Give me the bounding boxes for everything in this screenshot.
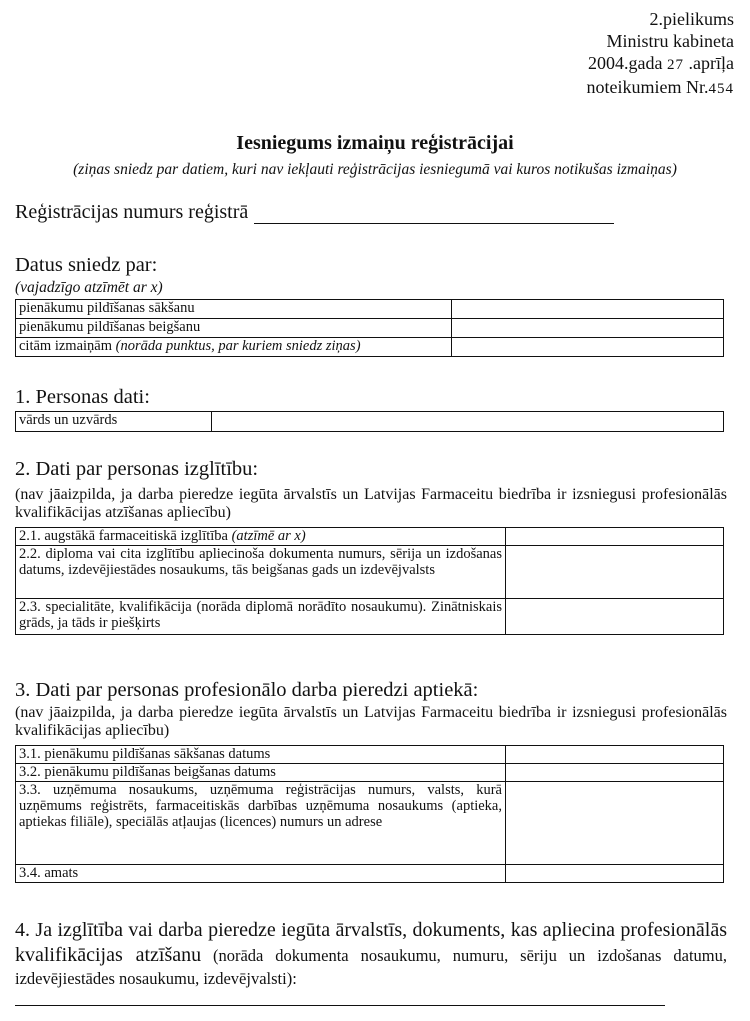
datus-mark-cell[interactable] <box>452 338 724 357</box>
section3-table <box>15 745 724 883</box>
registration-number-label: Reģistrācijas numurs reģistrā <box>15 201 249 223</box>
annex-header <box>414 8 734 100</box>
section2-value-cell[interactable] <box>506 528 724 546</box>
table-row <box>16 764 724 782</box>
section2-row-label: 2.2. diploma vai cita izglītību apliecinoša dokumenta numurs, sērija un izdošanas datums, izdevējiestādes nosaukums, tās beigšanas gads un izdevējvalsts <box>16 546 506 599</box>
section3-note: (nav jāaizpilda, ja darba pieredze iegūta ārvalstīs un Latvijas Farmaceitu biedrība ir izsniegusi profesionālās kvalifikācijas apliecību) <box>15 704 727 739</box>
section2-heading: 2. Dati par personas izglītību: <box>15 458 259 480</box>
section2-table <box>15 527 724 635</box>
section2-value-cell[interactable] <box>506 599 724 635</box>
section3-value-cell[interactable] <box>506 865 724 883</box>
section1-heading: 1. Personas dati: <box>15 386 150 408</box>
datus-note: (vajadzīgo atzīmēt ar x) <box>15 279 163 296</box>
datus-table <box>15 299 724 357</box>
regulation-day: 27 <box>667 57 685 73</box>
regulation-date: 2004.gada 27 .aprīļa <box>588 53 734 73</box>
datus-row-label: pienākumu pildīšanas sākšanu <box>16 300 452 319</box>
section4-text <box>15 918 727 990</box>
section2-row-label: 2.1. augstākā farmaceitiskā izglītība (atzīmē ar x) <box>16 528 506 546</box>
datus-row-label: citām izmaiņām (norāda punktus, par kuriem sniedz ziņas) <box>16 338 452 357</box>
section3-row-label: 3.4. amats <box>16 865 506 883</box>
section3-row-label: 3.3. uzņēmuma nosaukums, uzņēmuma reģistrācijas numurs, valsts, kurā uzņēmums reģistrēts, farmaceitiskās darbības uzņēmuma nosaukums (aptieka, aptiekas filiāle), speciālās atļaujas (licences) numurs un adrese <box>16 782 506 865</box>
table-row <box>16 746 724 764</box>
table-row <box>16 300 724 319</box>
name-field[interactable] <box>212 412 724 432</box>
table-row <box>16 782 724 865</box>
section3-heading: 3. Dati par personas profesionālo darba pieredzi aptiekā: <box>15 679 479 701</box>
table-row <box>16 865 724 883</box>
issuer: Ministru kabineta <box>606 31 734 51</box>
datus-mark-cell[interactable] <box>452 300 724 319</box>
section3-row-label: 3.2. pienākumu pildīšanas beigšanas datums <box>16 764 506 782</box>
section3-value-cell[interactable] <box>506 782 724 865</box>
section2-value-cell[interactable] <box>506 546 724 599</box>
table-row <box>16 528 724 546</box>
registration-number-field[interactable] <box>254 203 614 224</box>
annex-number: 2.pielikums <box>649 9 734 29</box>
section3-value-cell[interactable] <box>506 746 724 764</box>
table-row <box>16 319 724 338</box>
table-row <box>16 338 724 357</box>
section3-value-cell[interactable] <box>506 764 724 782</box>
document-subtitle: (ziņas sniedz par datiem, kuri nav iekļauti reģistrācijas iesniegumā vai kuros notikušas izmaiņas) <box>73 161 677 178</box>
table-row <box>16 546 724 599</box>
section4-answer-line[interactable] <box>15 1004 665 1006</box>
name-label: vārds un uzvārds <box>16 412 212 432</box>
section3-row-label: 3.1. pienākumu pildīšanas sākšanas datums <box>16 746 506 764</box>
table-row <box>16 412 724 432</box>
registration-number-line <box>15 201 614 224</box>
datus-mark-cell[interactable] <box>452 319 724 338</box>
datus-row-label: pienākumu pildīšanas beigšanu <box>16 319 452 338</box>
section2-row-label: 2.3. specialitāte, kvalifikācija (norāda diplomā norādīto nosaukumu). Zinātniskais grāds, ja tāds ir piešķirts <box>16 599 506 635</box>
regulation-number: noteikumiem Nr.454 <box>586 77 734 97</box>
section1-table <box>15 411 724 432</box>
section2-note: (nav jāaizpilda, ja darba pieredze iegūta ārvalstīs un Latvijas Farmaceitu biedrība ir izsniegusi profesionālās kvalifikācijas atzīšanas apliecību) <box>15 486 727 521</box>
document-title: Iesniegums izmaiņu reģistrācijai <box>236 132 514 154</box>
table-row <box>16 599 724 635</box>
section4-lead: 4. Ja izglītība vai darba pieredze iegūta ārvalstīs, dokuments, kas apliecina profesionālās kvalifikācijas atzīšanu <box>15 919 727 966</box>
section4-tail: (norāda dokumenta nosaukumu, numuru, sēriju un izdošanas datumu, izdevējiestādes nosaukumu, izdevējvalsti): <box>15 946 728 988</box>
datus-heading: Datus sniedz par: <box>15 254 158 276</box>
